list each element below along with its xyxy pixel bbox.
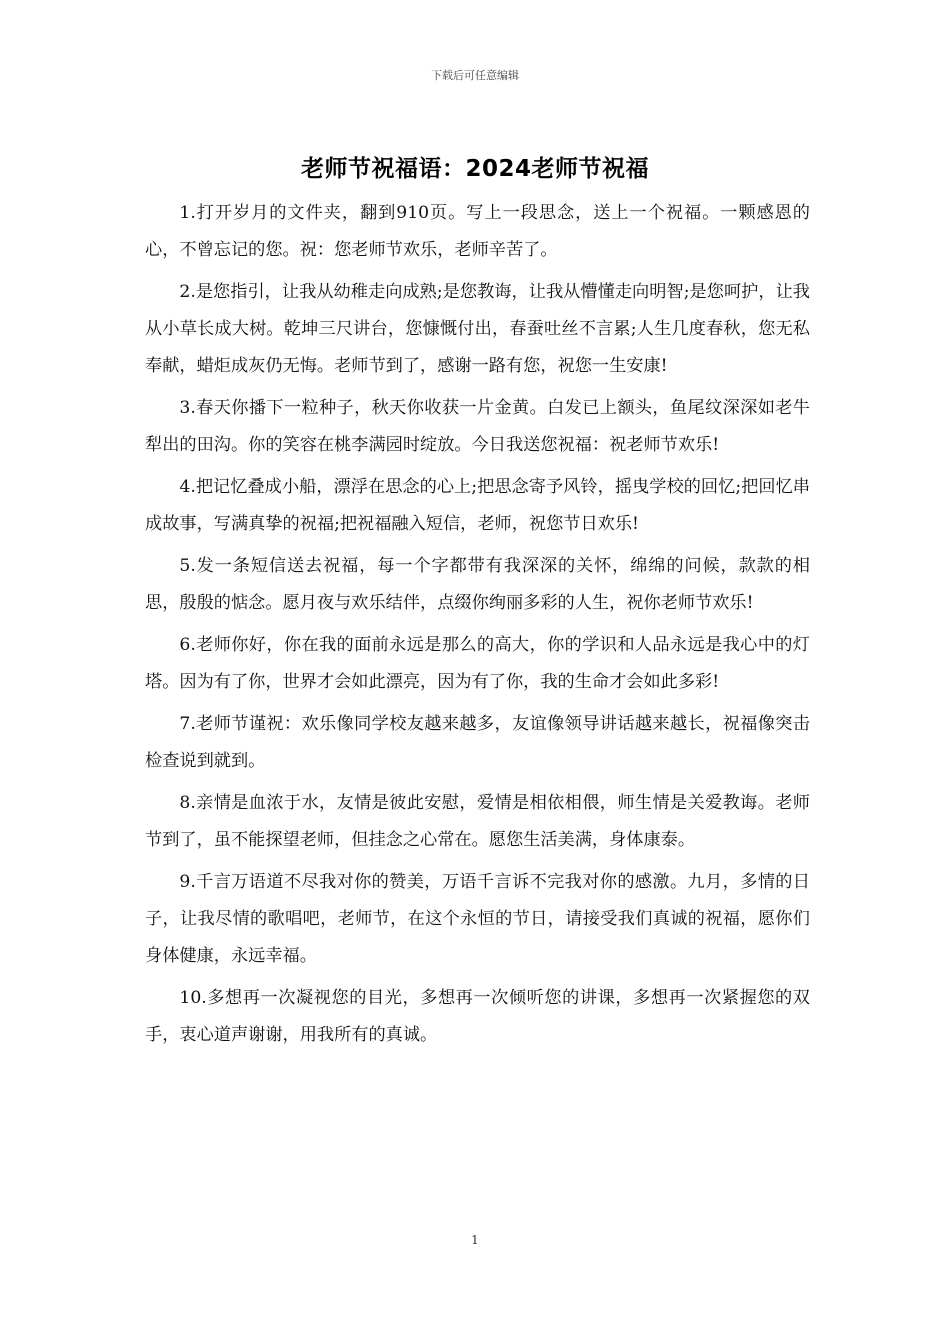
header-note: 下载后可任意编辑 [431, 69, 519, 82]
paragraph-10: 10.多想再一次凝视您的目光，多想再一次倾听您的讲课，多想再一次紧握您的双手，衷心道声谢谢，用我所有的真诚。 [145, 988, 810, 1045]
page-number: 1 [471, 1233, 479, 1247]
paragraph-7: 7.老师节谨祝：欢乐像同学校友越来越多，友谊像领导讲话越来越长，祝福像突击检查说到就到。 [145, 714, 810, 771]
paragraph-9: 9.千言万语道不尽我对你的赞美，万语千言诉不完我对你的感激。九月，多情的日子，让我尽情的歌唱吧，老师节，在这个永恒的节日，请接受我们真诚的祝福，愿你们身体健康，永远幸福。 [145, 872, 810, 966]
paragraph-1: 1.打开岁月的文件夹，翻到910页。写上一段思念，送上一个祝福。一颗感恩的心，不曾忘记的您。祝：您老师节欢乐，老师辛苦了。 [145, 203, 810, 260]
document-body [145, 195, 810, 1059]
paragraph-3: 3.春天你播下一粒种子，秋天你收获一片金黄。白发已上额头，鱼尾纹深深如老牛犁出的田沟。你的笑容在桃李满园时绽放。今日我送您祝福：祝老师节欢乐! [145, 398, 810, 455]
paragraph-5: 5.发一条短信送去祝福，每一个字都带有我深深的关怀，绵绵的问候，款款的相思，殷殷的惦念。愿月夜与欢乐结伴，点缀你绚丽多彩的人生，祝你老师节欢乐! [145, 556, 810, 613]
paragraph-2: 2.是您指引，让我从幼稚走向成熟;是您教诲，让我从懵懂走向明智;是您呵护，让我从小草长成大树。乾坤三尺讲台，您慷慨付出，春蚕吐丝不言累;人生几度春秋，您无私奉献，蜡炬成灰仍无悔。老师节到了，感谢一路有您，祝您一生安康! [145, 282, 810, 376]
paragraph-6: 6.老师你好，你在我的面前永远是那么的高大，你的学识和人品永远是我心中的灯塔。因为有了你，世界才会如此漂亮，因为有了你，我的生命才会如此多彩! [145, 635, 810, 692]
document-title: 老师节祝福语：2024老师节祝福 [300, 156, 649, 182]
paragraph-8: 8.亲情是血浓于水，友情是彼此安慰，爱情是相依相偎，师生情是关爱教诲。老师节到了，虽不能探望老师，但挂念之心常在。愿您生活美满，身体康泰。 [145, 793, 810, 850]
paragraph-4: 4.把记忆叠成小船，漂浮在思念的心上;把思念寄予风铃，摇曳学校的回忆;把回忆串成故事，写满真挚的祝福;把祝福融入短信，老师，祝您节日欢乐! [145, 477, 810, 534]
